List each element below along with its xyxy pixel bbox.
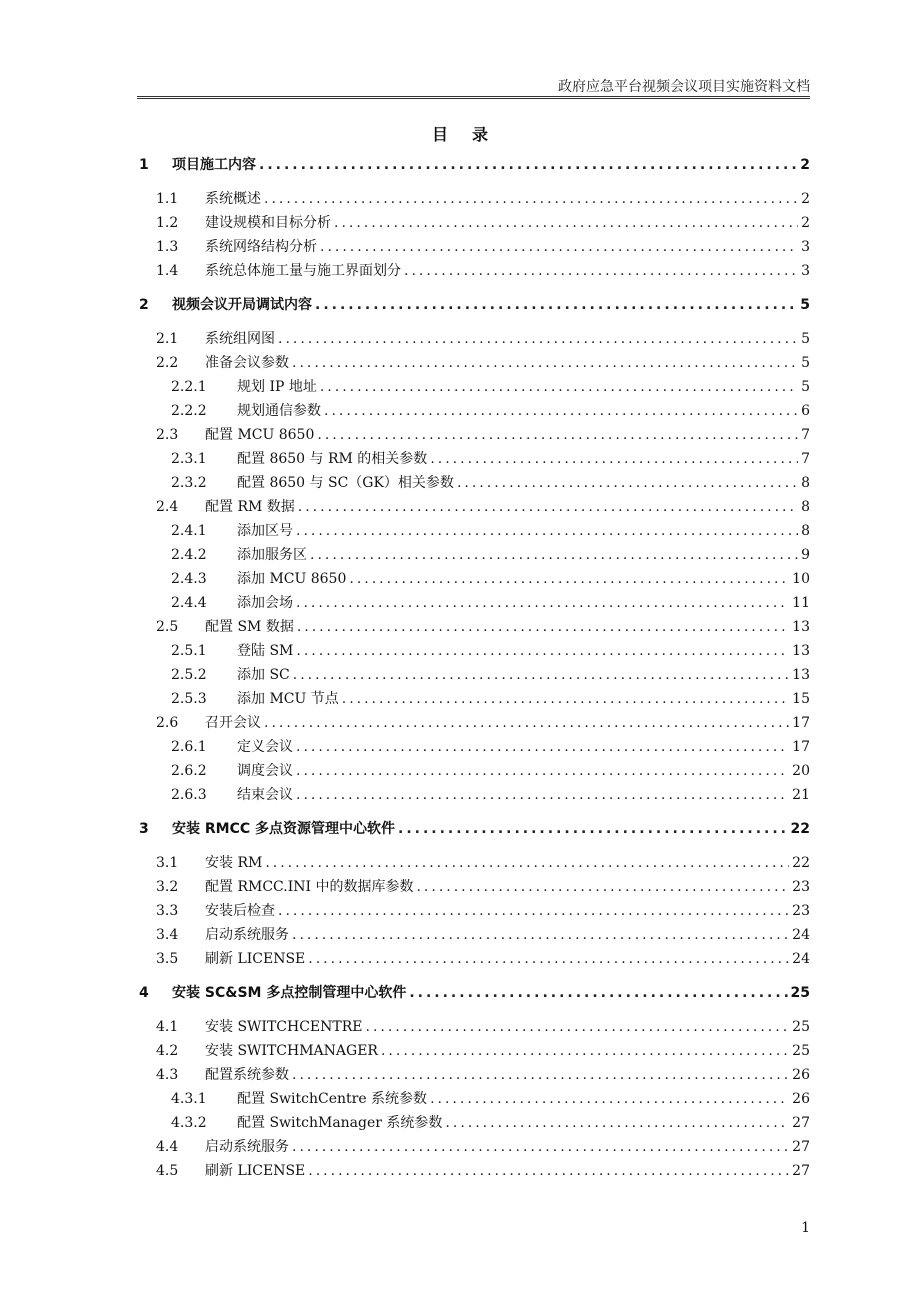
toc-entry[interactable] [0,982,920,1004]
toc-entry-number: 4.5 [156,1163,179,1179]
toc-entry-number: 4.4 [156,1139,179,1155]
toc-entry-label: 刷新 LICENSE [205,951,306,967]
toc-dot-leader [416,876,789,898]
toc-entry-label: 安装 SC&SM 多点控制管理中心软件 [172,985,407,1001]
toc-entry[interactable] [0,1136,920,1158]
header-rule [137,96,810,99]
toc-entry[interactable] [0,640,920,662]
toc-entry-page: 25 [792,1043,810,1059]
toc-entry-number: 3 [139,821,149,837]
toc-entry-label: 配置 SwitchManager 系统参数 [237,1115,443,1131]
toc-entry-label: 添加 MCU 节点 [237,691,339,707]
toc-entry[interactable] [0,1088,920,1110]
toc-entry-page: 9 [801,547,810,563]
toc-dot-leader [296,736,789,758]
toc-dot-leader [265,852,789,874]
toc-dot-leader [259,154,797,176]
toc-entry-number: 2.6 [156,715,179,731]
toc-entry[interactable] [0,328,920,350]
toc-entry[interactable] [0,236,920,258]
toc-entry-page: 17 [792,739,810,755]
toc-entry-number: 3.5 [156,951,179,967]
toc-dot-leader [310,544,798,566]
toc-entry-label: 配置 8650 与 SC（GK）相关参数 [237,475,454,491]
toc-dot-leader [278,328,798,350]
toc-entry-number: 2.4.3 [171,571,207,587]
toc-entry-page: 24 [792,951,810,967]
toc-entry-label: 安装 SWITCHCENTRE [205,1019,363,1035]
toc-entry-label: 配置 RMCC.INI 中的数据库参数 [205,879,414,895]
toc-entry-page: 22 [792,855,810,871]
toc-entry-page: 25 [790,985,810,1001]
toc-dot-leader [293,664,789,686]
toc-dot-leader [404,260,798,282]
toc-dot-leader [292,924,789,946]
toc-entry-label: 项目施工内容 [172,157,256,173]
toc-entry[interactable] [0,352,920,374]
toc-dot-leader [430,448,798,470]
toc-entry-label: 安装 SWITCHMANAGER [205,1043,378,1059]
toc-entry-page: 21 [792,787,810,803]
toc-entry-number: 1.3 [156,239,179,255]
toc-entry-page: 2 [801,191,810,207]
toc-entry-label: 添加 SC [237,667,290,683]
toc-entry-number: 2.2.1 [171,379,207,395]
toc-entry-page: 5 [801,331,810,347]
toc-dot-leader [292,352,798,374]
toc-entry[interactable] [0,688,920,710]
toc-entry-number: 2.6.3 [171,787,207,803]
toc-entry-number: 4.1 [156,1019,179,1035]
toc-entry-page: 2 [801,215,810,231]
toc-entry-number: 2.5.3 [171,691,207,707]
toc-entry-page: 8 [801,523,810,539]
toc-dot-leader [308,1160,789,1182]
toc-entry-page: 6 [801,403,810,419]
toc-entry-number: 2.6.1 [171,739,207,755]
toc-entry-number: 1.2 [156,215,179,231]
toc-entry-number: 2.2 [156,355,179,371]
toc-entry-label: 系统组网图 [205,331,275,347]
toc-entry-page: 3 [801,263,810,279]
toc-entry[interactable] [0,1160,920,1182]
toc-entry-label: 规划通信参数 [237,403,321,419]
toc-dot-leader [292,1064,789,1086]
toc-entry[interactable] [0,472,920,494]
toc-entry-label: 准备会议参数 [205,355,289,371]
toc-entry-number: 2.4.4 [171,595,207,611]
toc-entry[interactable] [0,616,920,638]
toc-entry[interactable] [0,1040,920,1062]
toc-entry-number: 1.4 [156,263,179,279]
toc-entry-page: 5 [801,379,810,395]
toc-entry-number: 2.4.1 [171,523,207,539]
toc-entry[interactable] [0,400,920,422]
toc-dot-leader [296,520,798,542]
toc-dot-leader [296,760,789,782]
toc-entry-number: 2.6.2 [171,763,207,779]
toc-dot-leader [320,376,798,398]
toc-entry-label: 系统概述 [205,191,261,207]
toc-entry[interactable] [0,664,920,686]
toc-entry-page: 26 [792,1091,810,1107]
toc-entry-number: 2.5.2 [171,667,207,683]
toc-dot-leader [342,688,789,710]
toc-dot-leader [297,616,789,638]
toc-entry-label: 召开会议 [205,715,261,731]
toc-entry-label: 视频会议开局调试内容 [172,297,312,313]
toc-entry-label: 结束会议 [237,787,293,803]
toc-dot-leader [320,236,798,258]
toc-entry-label: 系统网络结构分析 [205,239,317,255]
toc-dot-leader [315,294,797,316]
toc-entry-page: 22 [790,821,810,837]
toc-dot-leader [398,818,788,840]
toc-entry-page: 10 [792,571,810,587]
toc-entry-page: 3 [801,239,810,255]
toc-entry-number: 4.2 [156,1043,179,1059]
toc-entry[interactable] [0,212,920,234]
toc-entry-label: 配置 SwitchCentre 系统参数 [237,1091,428,1107]
toc-dot-leader [457,472,798,494]
toc-entry-page: 5 [800,297,810,313]
toc-entry-number: 2.1 [156,331,179,347]
toc-entry-page: 23 [792,903,810,919]
toc-entry-page: 8 [801,475,810,491]
toc-entry-label: 安装后检查 [205,903,275,919]
toc-entry-number: 3.2 [156,879,179,895]
toc-title: 目录 [431,125,512,144]
toc-entry-number: 2.5 [156,619,179,635]
toc-entry[interactable] [0,818,920,840]
toc-entry-label: 配置 RM 数据 [205,499,295,515]
toc-entry-page: 26 [792,1067,810,1083]
toc-dot-leader [381,1040,789,1062]
toc-entry-page: 13 [792,643,810,659]
toc-entry-page: 13 [792,619,810,635]
toc-dot-leader [430,1088,789,1110]
toc-dot-leader [296,592,789,614]
toc-entry-page: 27 [792,1139,810,1155]
toc-dot-leader [278,900,789,922]
toc-entry-number: 3.3 [156,903,179,919]
toc-entry[interactable] [0,1016,920,1038]
toc-entry-number: 1 [139,157,149,173]
toc-dot-leader [317,424,798,446]
toc-entry-page: 5 [801,355,810,371]
toc-entry-label: 配置 SM 数据 [205,619,294,635]
toc-entry-label: 添加会场 [237,595,293,611]
toc-entry[interactable] [0,876,920,898]
toc-entry-label: 安装 RM [205,855,263,871]
toc-entry-label: 添加区号 [237,523,293,539]
toc-entry-number: 4.3 [156,1067,179,1083]
toc-dot-leader [409,982,787,1004]
toc-entry-label: 定义会议 [237,739,293,755]
toc-entry[interactable] [0,376,920,398]
toc-dot-leader [264,188,798,210]
toc-entry-number: 3.4 [156,927,179,943]
toc-entry-label: 安装 RMCC 多点资源管理中心软件 [172,821,396,837]
toc-entry-number: 2.2.2 [171,403,207,419]
toc-entry[interactable] [0,448,920,470]
toc-dot-leader [308,948,789,970]
toc-entry[interactable] [0,496,920,518]
toc-entry-page: 7 [801,451,810,467]
toc-entry-label: 启动系统服务 [205,1139,289,1155]
toc-entry-label: 添加 MCU 8650 [237,571,347,587]
toc-entry-label: 配置 MCU 8650 [205,427,315,443]
toc-entry[interactable] [0,544,920,566]
toc-dot-leader [298,496,798,518]
toc-entry-label: 建设规模和目标分析 [205,215,331,231]
toc-entry[interactable] [0,568,920,590]
toc-dot-leader [296,640,789,662]
toc-entry-label: 配置 8650 与 RM 的相关参数 [237,451,428,467]
toc-entry[interactable] [0,1112,920,1134]
toc-entry-page: 17 [792,715,810,731]
toc-entry-number: 2.3.1 [171,451,207,467]
toc-entry[interactable] [0,736,920,758]
toc-entry-page: 23 [792,879,810,895]
toc-entry-page: 8 [801,499,810,515]
toc-entry-number: 4.3.2 [171,1115,207,1131]
page-number: 1 [801,1220,810,1236]
toc-entry-label: 刷新 LICENSE [205,1163,306,1179]
toc-entry-page: 25 [792,1019,810,1035]
toc-entry-number: 3.1 [156,855,179,871]
toc-dot-leader [334,212,798,234]
toc-entry-number: 4.3.1 [171,1091,207,1107]
toc-entry[interactable] [0,260,920,282]
toc-entry[interactable] [0,294,920,316]
toc-entry-number: 1.1 [156,191,179,207]
toc-entry-number: 2.3.2 [171,475,207,491]
toc-entry-label: 系统总体施工量与施工界面划分 [205,263,401,279]
toc-dot-leader [292,1136,789,1158]
toc-entry-label: 添加服务区 [237,547,307,563]
toc-entry[interactable] [0,188,920,210]
toc-dot-leader [349,568,789,590]
toc-entry-page: 7 [801,427,810,443]
toc-entry[interactable] [0,520,920,542]
toc-entry-page: 24 [792,927,810,943]
toc-entry-page: 27 [792,1163,810,1179]
toc-entry[interactable] [0,900,920,922]
toc-entry[interactable] [0,784,920,806]
toc-dot-leader [264,712,789,734]
toc-entry[interactable] [0,852,920,874]
toc-entry-label: 登陆 SM [237,643,294,659]
toc-entry[interactable] [0,760,920,782]
toc-dot-leader [445,1112,789,1134]
toc-entry[interactable] [0,712,920,734]
toc-entry-page: 20 [792,763,810,779]
toc-dot-leader [296,784,789,806]
toc-entry-label: 规划 IP 地址 [237,379,317,395]
page-header-title: 政府应急平台视频会议项目实施资料文档 [558,79,810,95]
toc-entry-label: 调度会议 [237,763,293,779]
toc-entry-number: 2 [139,297,149,313]
toc-dot-leader [324,400,798,422]
toc-dot-leader [366,1016,790,1038]
toc-entry-page: 15 [792,691,810,707]
toc-entry[interactable] [0,154,920,176]
toc-entry-page: 13 [792,667,810,683]
toc-entry-label: 配置系统参数 [205,1067,289,1083]
toc-entry-number: 2.3 [156,427,179,443]
toc-entry-page: 11 [792,595,810,611]
toc-entry-number: 2.4 [156,499,179,515]
toc-entry-label: 启动系统服务 [205,927,289,943]
toc-entry[interactable] [0,424,920,446]
toc-entry[interactable] [0,1064,920,1086]
toc-entry-number: 2.4.2 [171,547,207,563]
toc-entry-number: 2.5.1 [171,643,207,659]
toc-entry-number: 4 [139,985,149,1001]
toc-entry-page: 2 [800,157,810,173]
toc-entry[interactable] [0,948,920,970]
toc-entry[interactable] [0,592,920,614]
toc-entry-page: 27 [792,1115,810,1131]
toc-entry[interactable] [0,924,920,946]
